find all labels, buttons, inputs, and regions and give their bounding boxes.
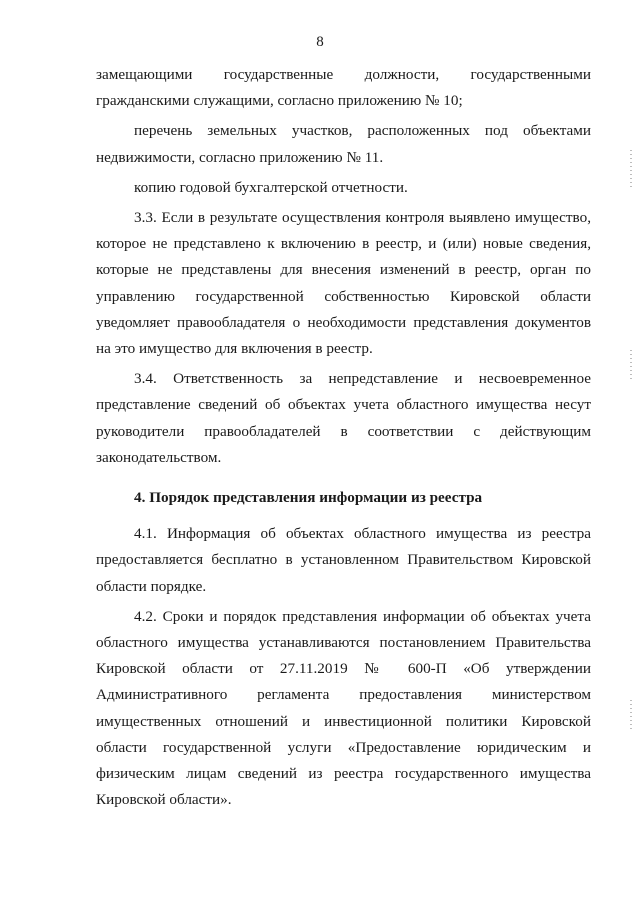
paragraph-4-2: 4.2. Сроки и порядок представления информации об объектах учета областного имущества устанавливаются постановлением Правительства Кировской области от 27.11.2019 № 600-П «Об утверждении Административного регламента предоставления министерством имущественных отношений и инвестиционной политики Кировской области государственной услуги «Предоставление юридическим и физическим лицам сведений из реестра государственного имущества Кировской области». [96, 607, 591, 809]
section-heading-4: 4. Порядок представления информации из реестра [134, 489, 483, 507]
paragraph-3-3: 3.3. Если в результате осуществления контроля выявлено имущество, которое не представлено к включению в реестр, и (или) новые сведения, которые не представлены для внесения изменений в реестр, орган по управлению государственной собственностью Кировской области уведомляет правообладателя о необходимости представления документов на это имущество для включения в реестр. [96, 209, 591, 358]
document-body [96, 62, 591, 813]
paragraph-land-plots: перечень земельных участков, расположенных под объектами недвижимости, согласно приложению № 11. [96, 122, 591, 166]
scan-artifact-mid [630, 350, 632, 380]
paragraph-accounting: копию годовой бухгалтерской отчетности. [134, 178, 408, 196]
paragraph-4-1: 4.1. Информация об объектах областного имущества из реестра предоставляется бесплатно в установленном Правительством Кировской области порядке. [96, 525, 591, 595]
page-number: 8 [316, 34, 324, 50]
scan-artifact-top [630, 150, 632, 190]
scan-artifact-low [630, 700, 632, 730]
paragraph-continuation: замещающими государственные должности, государственными гражданскими служащими, согласно приложению № 10; [96, 66, 591, 110]
paragraph-3-4: 3.4. Ответственность за непредставление и несвоевременное представление сведений об объектах учета областного имущества несут руководители правообладателей в соответствии с действующим законодательством. [96, 370, 591, 466]
